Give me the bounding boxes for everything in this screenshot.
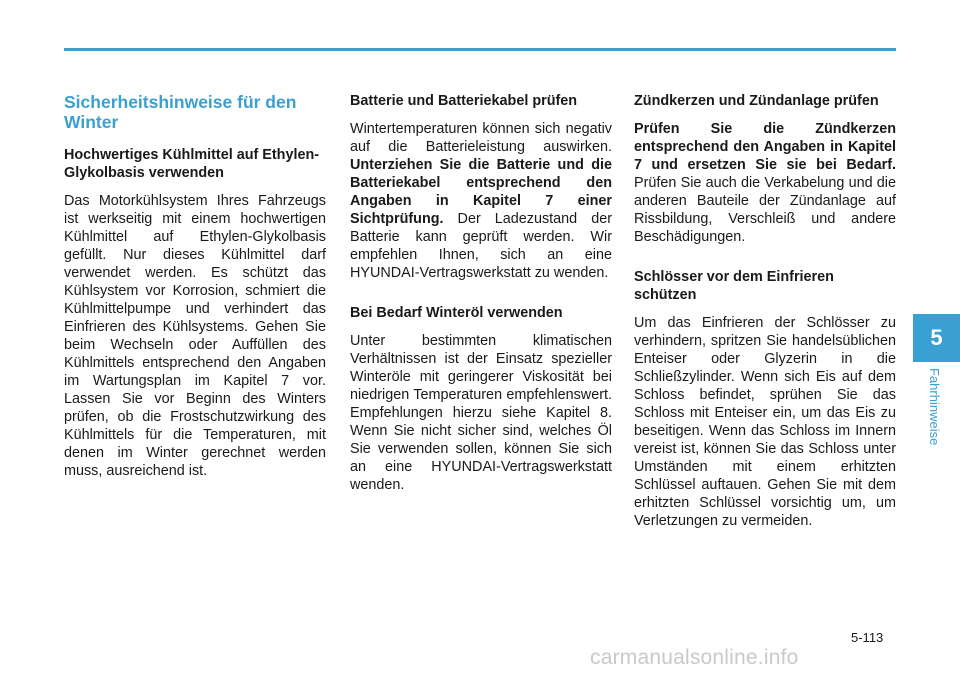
section-title: Sicherheitshinweise für den Winter xyxy=(64,92,297,132)
column-1 xyxy=(64,92,326,502)
paragraph-battery-part-2: Der Ladezustand der Batterie kann geprüft werden. Wir empfehlen Ihnen, sich an eine HYUNDAI-Vertragswerkstatt zu wenden. xyxy=(350,211,612,281)
paragraph-spark-plugs xyxy=(634,120,896,246)
paragraph-battery xyxy=(350,120,612,282)
paragraph-spark-plugs-part-2: Prüfen Sie auch die Verkabelung und die anderen Bauteile der Zündanlage auf Rissbildung, Verschleiß und andere Beschädigungen. xyxy=(634,175,896,245)
paragraph-battery-emphasis: Unterziehen Sie die Batterie und die Batteriekabel entsprechend den Angaben in Kapitel 7 einer Sichtprüfung. xyxy=(350,157,612,227)
top-rule xyxy=(64,48,896,51)
paragraph-battery-part-1: Wintertemperaturen können sich negativ auf die Batterieleistung auswirken. xyxy=(350,121,612,155)
column-3 xyxy=(634,92,896,552)
subheading-coolant: Hochwertiges Kühlmittel auf Ethylen-Glykolbasis verwenden xyxy=(64,147,320,181)
watermark: carmanualsonline.info xyxy=(590,646,799,669)
chapter-tab: 5 xyxy=(913,314,960,362)
subheading-battery: Batterie und Batteriekabel prüfen xyxy=(350,93,578,109)
paragraph-locks: Um das Einfrieren der Schlösser zu verhindern, spritzen Sie handelsüblichen Enteiser oder Glyzerin in die Schließzylinder. Wenn sich Eis auf dem Schloss befindet, sprühen Sie das Schloss mit Enteiser ein, um das Eis zu beseitigen. Wenn das Schloss im Innern vereist ist, können Sie das Schloss unter Umständen mit einem erhitzten Schlüssel auftauen. Gehen Sie mit dem erhitzten Schlüssel vorsichtig um, um Verletzungen zu vermeiden. xyxy=(634,315,896,529)
subheading-winter-oil: Bei Bedarf Winteröl verwenden xyxy=(350,305,563,321)
page-number: 5-113 xyxy=(851,630,884,645)
paragraph-spark-plugs-emphasis: Prüfen Sie die Zündkerzen entsprechend den Angaben in Kapitel 7 und ersetzen Sie sie bei Bedarf. xyxy=(634,121,896,173)
chapter-label: Fahrhinweise xyxy=(927,368,942,446)
subheading-locks: Schlösser vor dem Einfrieren schützen xyxy=(634,269,834,303)
paragraph-coolant: Das Motorkühlsystem Ihres Fahrzeugs ist werkseitig mit einem hochwertigen Kühlmittel auf Ethylen-Glykolbasis gefüllt. Nur dieses Kühlmittel darf verwendet werden. Es schützt das Kühlsystem vor Korrosion, schmiert die Kühlmittelpumpe und verhindert das Einfrieren des Kühlsystems. Gehen Sie beim Wechseln oder Auffüllen des Kühlmittels entsprechend den Angaben im Wartungsplan im Kapitel 7 vor. Lassen Sie vor Beginn des Winters prüfen, ob die Frostschutzwirkung des Kühlmittels für die Temperaturen, mit denen im Winter gerechnet werden muss, ausreichend ist. xyxy=(64,193,326,479)
column-2 xyxy=(350,92,612,516)
subheading-spark-plugs: Zündkerzen und Zündanlage prüfen xyxy=(634,93,879,109)
paragraph-winter-oil: Unter bestimmten klimatischen Verhältnissen ist der Einsatz spezieller Winteröle mit geringerer Viskosität bei niedrigen Temperaturen empfehlenswert. Empfehlungen hierzu siehe Kapitel 8. Wenn Sie nicht sicher sind, welches Öl Sie verwenden sollen, können Sie sich an eine HYUNDAI-Vertragswerkstatt wenden. xyxy=(350,333,612,493)
